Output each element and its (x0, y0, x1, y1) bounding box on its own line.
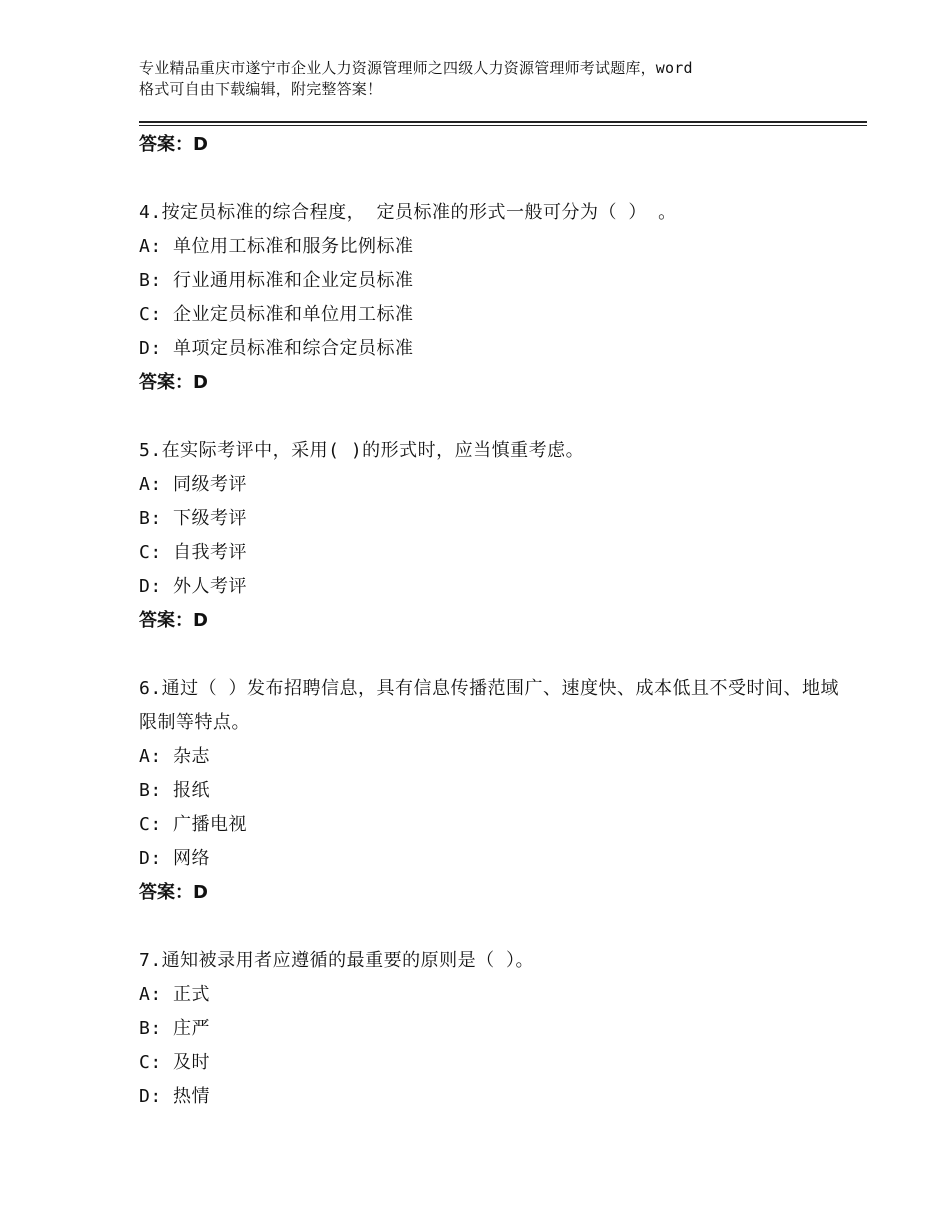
header-rule-thick (139, 121, 867, 123)
question-text: 5.在实际考评中，采用( )的形式时，应当慎重考虑。 (139, 440, 585, 461)
option-text: 杂志 (173, 746, 210, 767)
header-line-2: 格式可自由下载编辑，附完整答案！ (139, 80, 383, 98)
option-key: A: (139, 236, 162, 257)
option-key: C: (139, 542, 162, 563)
option-a (139, 230, 839, 264)
option-d (139, 1080, 839, 1114)
option-key: A: (139, 984, 162, 1005)
answer-label: 答案：D (139, 372, 208, 393)
question-4 (139, 196, 839, 400)
option-text: 广播电视 (173, 814, 247, 835)
option-text: 正式 (173, 984, 210, 1005)
question-5 (139, 434, 839, 638)
option-text: 企业定员标准和单位用工标准 (173, 304, 414, 325)
header-line-1: 专业精品重庆市遂宁市企业人力资源管理师之四级人力资源管理师考试题库，word (139, 59, 693, 77)
option-key: D: (139, 338, 162, 359)
option-b (139, 502, 839, 536)
option-c (139, 808, 839, 842)
option-text: 报纸 (173, 780, 210, 801)
option-key: B: (139, 270, 162, 291)
answer-label: 答案：D (139, 882, 208, 903)
option-text: 庄严 (173, 1018, 210, 1039)
option-text: 同级考评 (173, 474, 247, 495)
document-header (139, 58, 829, 100)
option-text: 下级考评 (173, 508, 247, 529)
option-key: A: (139, 474, 162, 495)
option-key: B: (139, 780, 162, 801)
option-text: 自我考评 (173, 542, 247, 563)
option-key: B: (139, 508, 162, 529)
question-text: 4.按定员标准的综合程度， 定员标准的形式一般可分为（ ） 。 (139, 202, 677, 223)
option-c (139, 536, 839, 570)
header-rule-thin (139, 125, 867, 126)
option-key: C: (139, 1052, 162, 1073)
option-key: D: (139, 1086, 162, 1107)
option-d (139, 570, 839, 604)
option-text: 及时 (173, 1052, 210, 1073)
option-key: C: (139, 814, 162, 835)
answer-label: 答案：D (139, 134, 208, 155)
option-c (139, 298, 839, 332)
option-text: 单项定员标准和综合定员标准 (173, 338, 414, 359)
option-b (139, 264, 839, 298)
option-key: C: (139, 304, 162, 325)
option-key: B: (139, 1018, 162, 1039)
option-a (139, 740, 839, 774)
option-text: 单位用工标准和服务比例标准 (173, 236, 414, 257)
option-a (139, 468, 839, 502)
option-b (139, 1012, 839, 1046)
option-d (139, 332, 839, 366)
option-text: 行业通用标准和企业定员标准 (173, 270, 414, 291)
option-text: 外人考评 (173, 576, 247, 597)
question-text: 6.通过（ ）发布招聘信息，具有信息传播范围广、速度快、成本低且不受时间、地域限制等特点。 (139, 678, 840, 733)
option-d (139, 842, 839, 876)
answer-label: 答案：D (139, 610, 208, 631)
question-text: 7.通知被录用者应遵循的最重要的原则是（ ）。 (139, 950, 535, 971)
question-6 (139, 672, 839, 910)
option-key: A: (139, 746, 162, 767)
option-b (139, 774, 839, 808)
question-7 (139, 944, 839, 1114)
option-text: 网络 (173, 848, 210, 869)
option-key: D: (139, 576, 162, 597)
option-key: D: (139, 848, 162, 869)
question-list (139, 128, 839, 1114)
option-a (139, 978, 839, 1012)
option-text: 热情 (173, 1086, 210, 1107)
option-c (139, 1046, 839, 1080)
